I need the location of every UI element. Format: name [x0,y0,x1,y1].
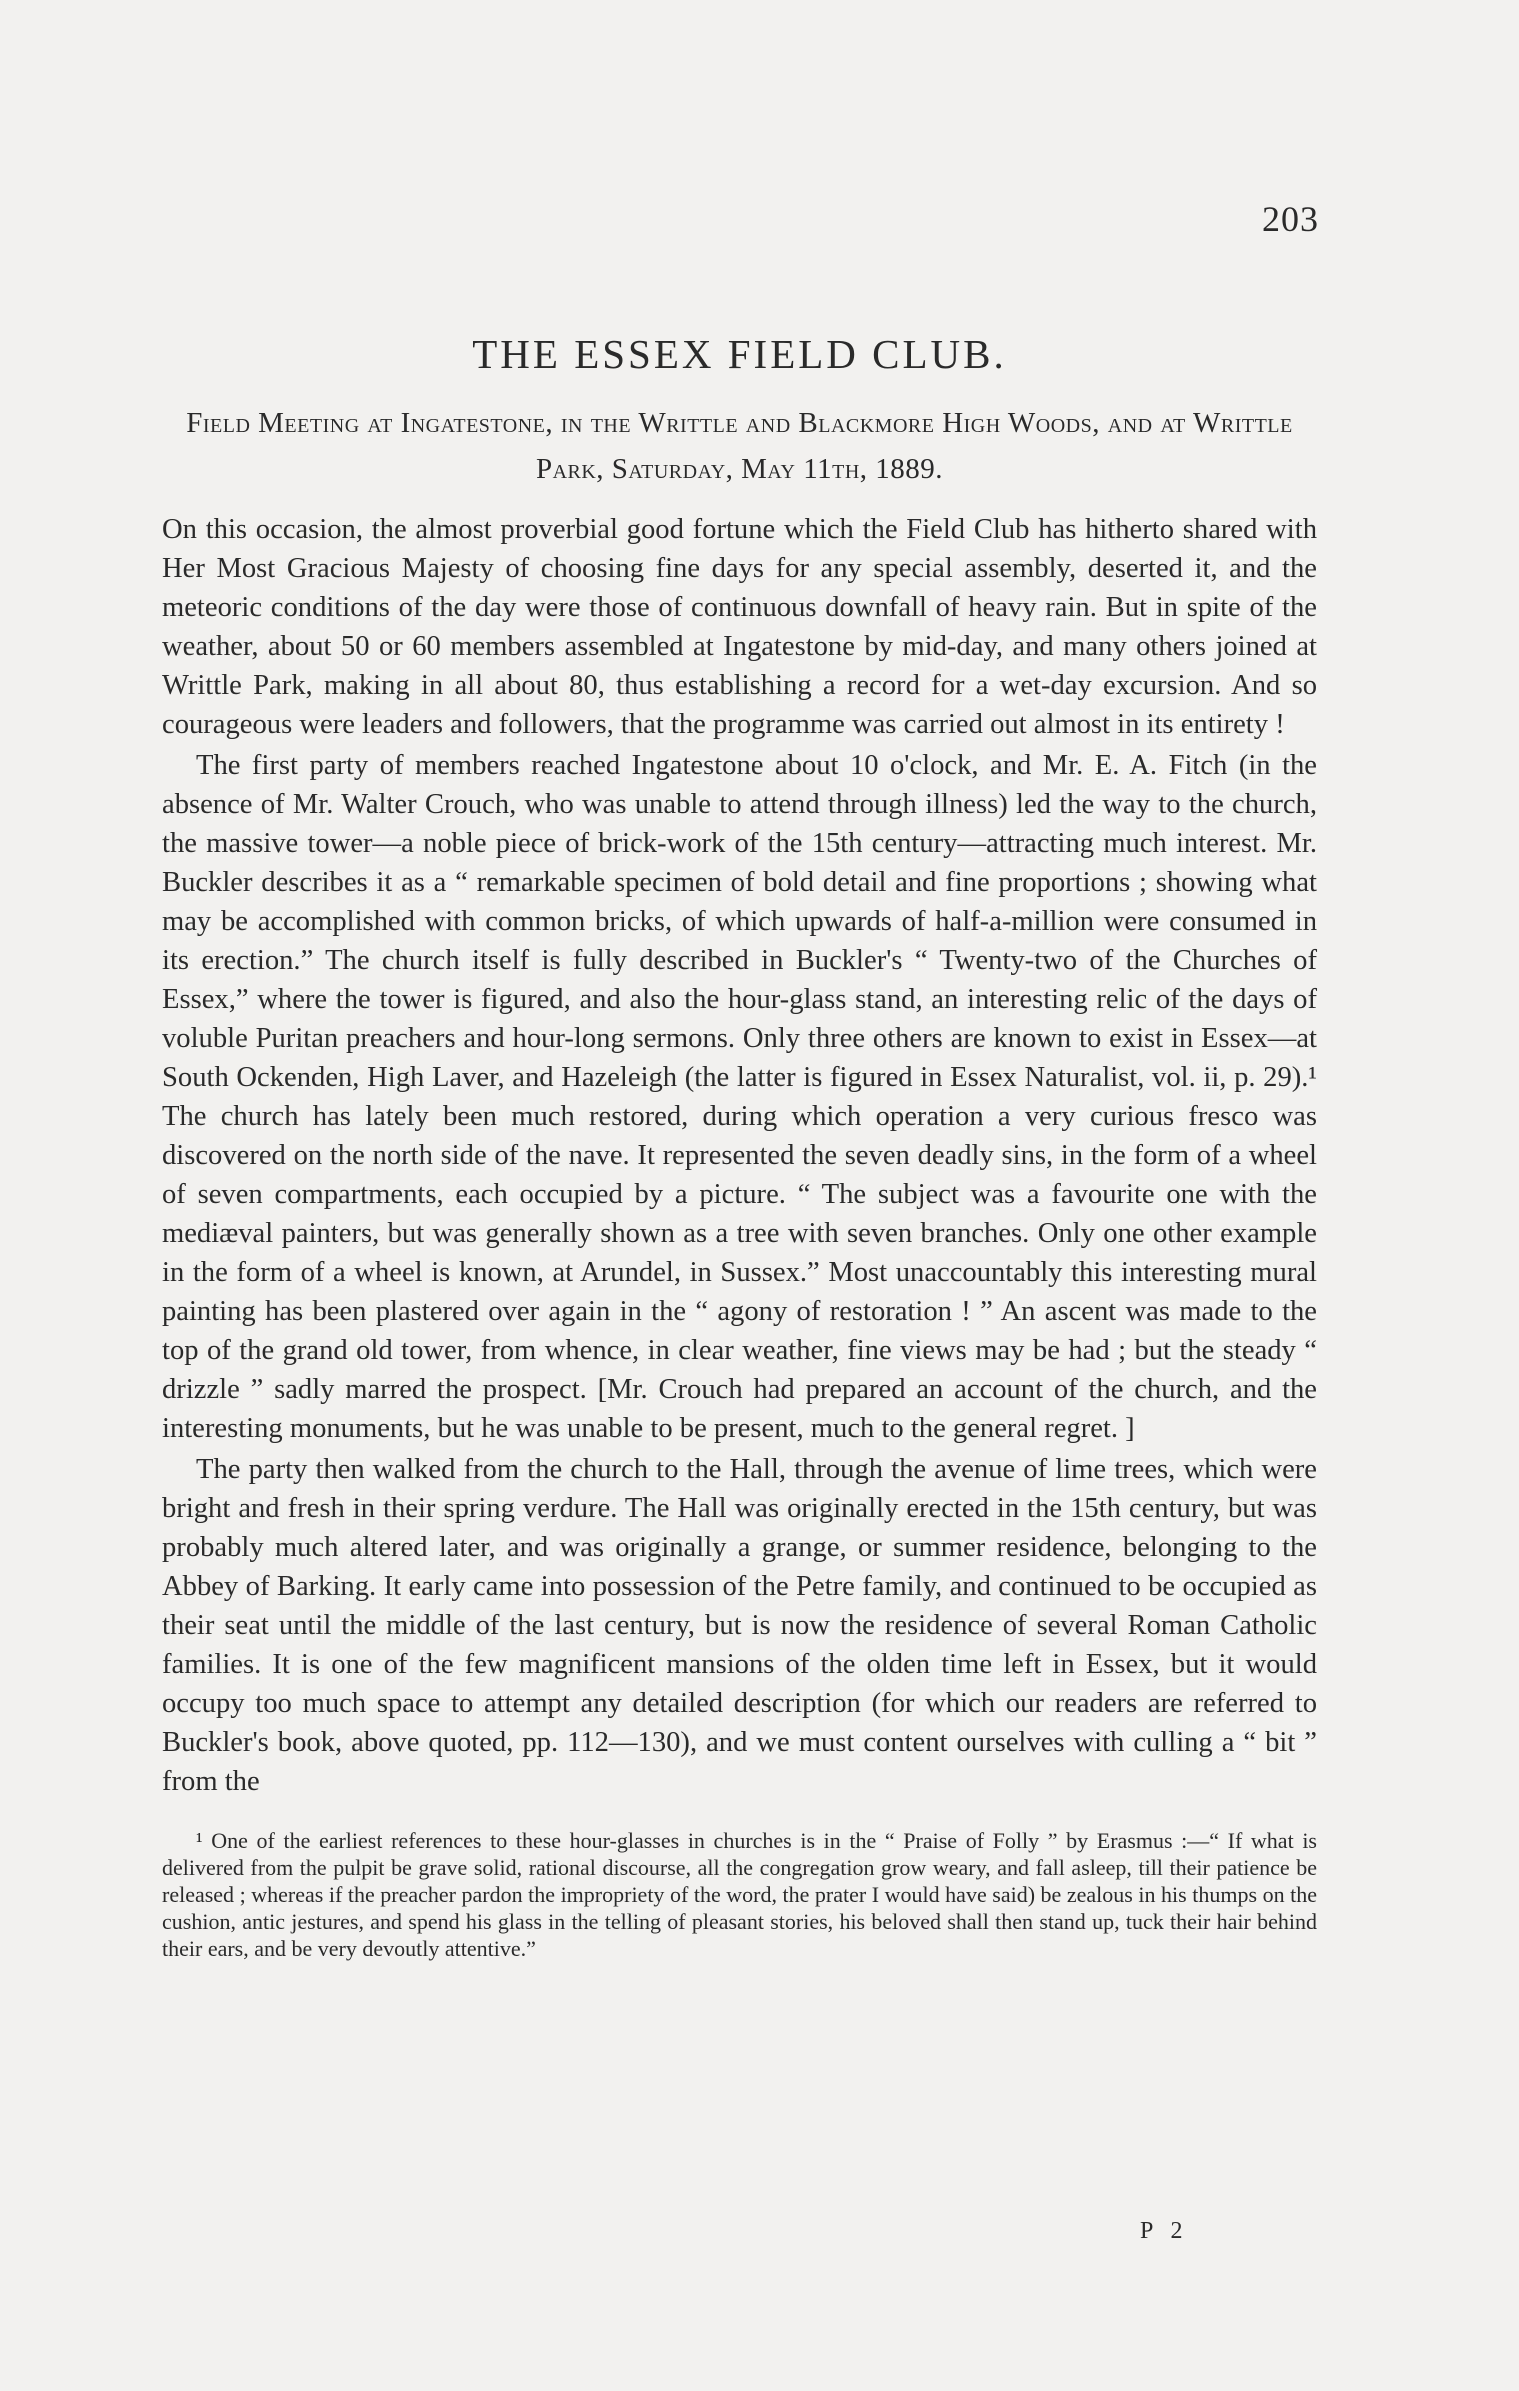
signature-mark: P 2 [1140,2218,1189,2244]
paragraph-3: The party then walked from the church to the Hall, through the avenue of lime trees, which were bright and fresh in their spring verdure. The Hall was originally erected in the 15th century, but was probably much altered later, and was originally a grange, or summer residence, belonging to the Abbey of Barking. It early came into possession of the Petre family, and continued to be occupied as their seat until the middle of the last century, but is now the residence of several Roman Catholic families. It is one of the few magnificent mansions of the olden time left in Essex, but it would occupy too much space to attempt any detailed description (for which our readers are referred to Buckler's book, above quoted, pp. 112—130), and we must content ourselves with culling a “ bit ” from the [162,1454,1317,1797]
page-number: 203 [1262,199,1319,239]
document-body [162,330,1317,1962]
paragraph-2: The first party of members reached Ingatestone about 10 o'clock, and Mr. E. A. Fitch (in the absence of Mr. Walter Crouch, who was unable to attend through illness) led the way to the church, the massive tower—a noble piece of brick-work of the 15th century—attracting much interest. Mr. Buckler describes it as a “ remarkable specimen of bold detail and fine proportions ; showing what may be accomplished with common bricks, of which upwards of half-a-million were consumed in its erection.” The church itself is fully described in Buckler's “ Twenty-two of the Churches of Essex,” where the tower is figured, and also the hour-glass stand, an interesting relic of the days of voluble Puritan preachers and hour-long sermons. Only three others are known to exist in Essex—at South Ockenden, High Laver, and Hazeleigh (the latter is figured in Essex Naturalist, vol. ii, p. 29).¹ The church has lately been much restored, during which operation a very curious fresco was discovered on the north side of the nave. It represented the seven deadly sins, in the form of a wheel of seven compartments, each occupied by a picture. “ The subject was a favourite one with the mediæval painters, but was generally shown as a tree with seven branches. Only one other example in the form of a wheel is known, at Arundel, in Sussex.” Most unaccountably this interesting mural painting has been plastered over again in the “ agony of restoration ! ” An ascent was made to the top of the grand old tower, from whence, in clear weather, fine views may be had ; but the steady “ drizzle ” sadly marred the prospect. [Mr. Crouch had prepared an account of the church, and the interesting monuments, but he was unable to be present, much to the general regret. ] [162,750,1317,1444]
footnote-1: ¹ One of the earliest references to these hour-glasses in churches is in the “ Praise of Folly ” by Erasmus :—“ If what is delivered from the pulpit be grave solid, rational discourse, all the congregation grow weary, and fall asleep, till their patience be released ; whereas if the preacher pardon the impropriety of the word, the prater I would have said) be zealous in his thumps on the cushion, antic jestures, and spend his glass in the telling of pleasant stories, his beloved shall then stand up, tuck their hair behind their ears, and be very devoutly attentive.” [162,1828,1317,1961]
article-subtitle: Field Meeting at Ingatestone, in the Writtle and Blackmore High Woods, and at Writtle Park, Saturday, May 11th, 1889. [186,407,1293,485]
paragraph-1: On this occasion, the almost proverbial good fortune which the Field Club has hitherto shared with Her Most Gracious Majesty of choosing fine days for any special assembly, deserted it, and the meteoric conditions of the day were those of continuous downfall of heavy rain. But in spite of the weather, about 50 or 60 members assembled at Ingatestone by mid-day, and many others joined at Writtle Park, making in all about 80, thus establishing a record for a wet-day excursion. And so courageous were leaders and followers, that the programme was carried out almost in its entirety ! [162,514,1317,740]
article-text [162,510,1317,1801]
footnotes [162,1827,1317,1962]
article-title: THE ESSEX FIELD CLUB. [472,331,1007,377]
